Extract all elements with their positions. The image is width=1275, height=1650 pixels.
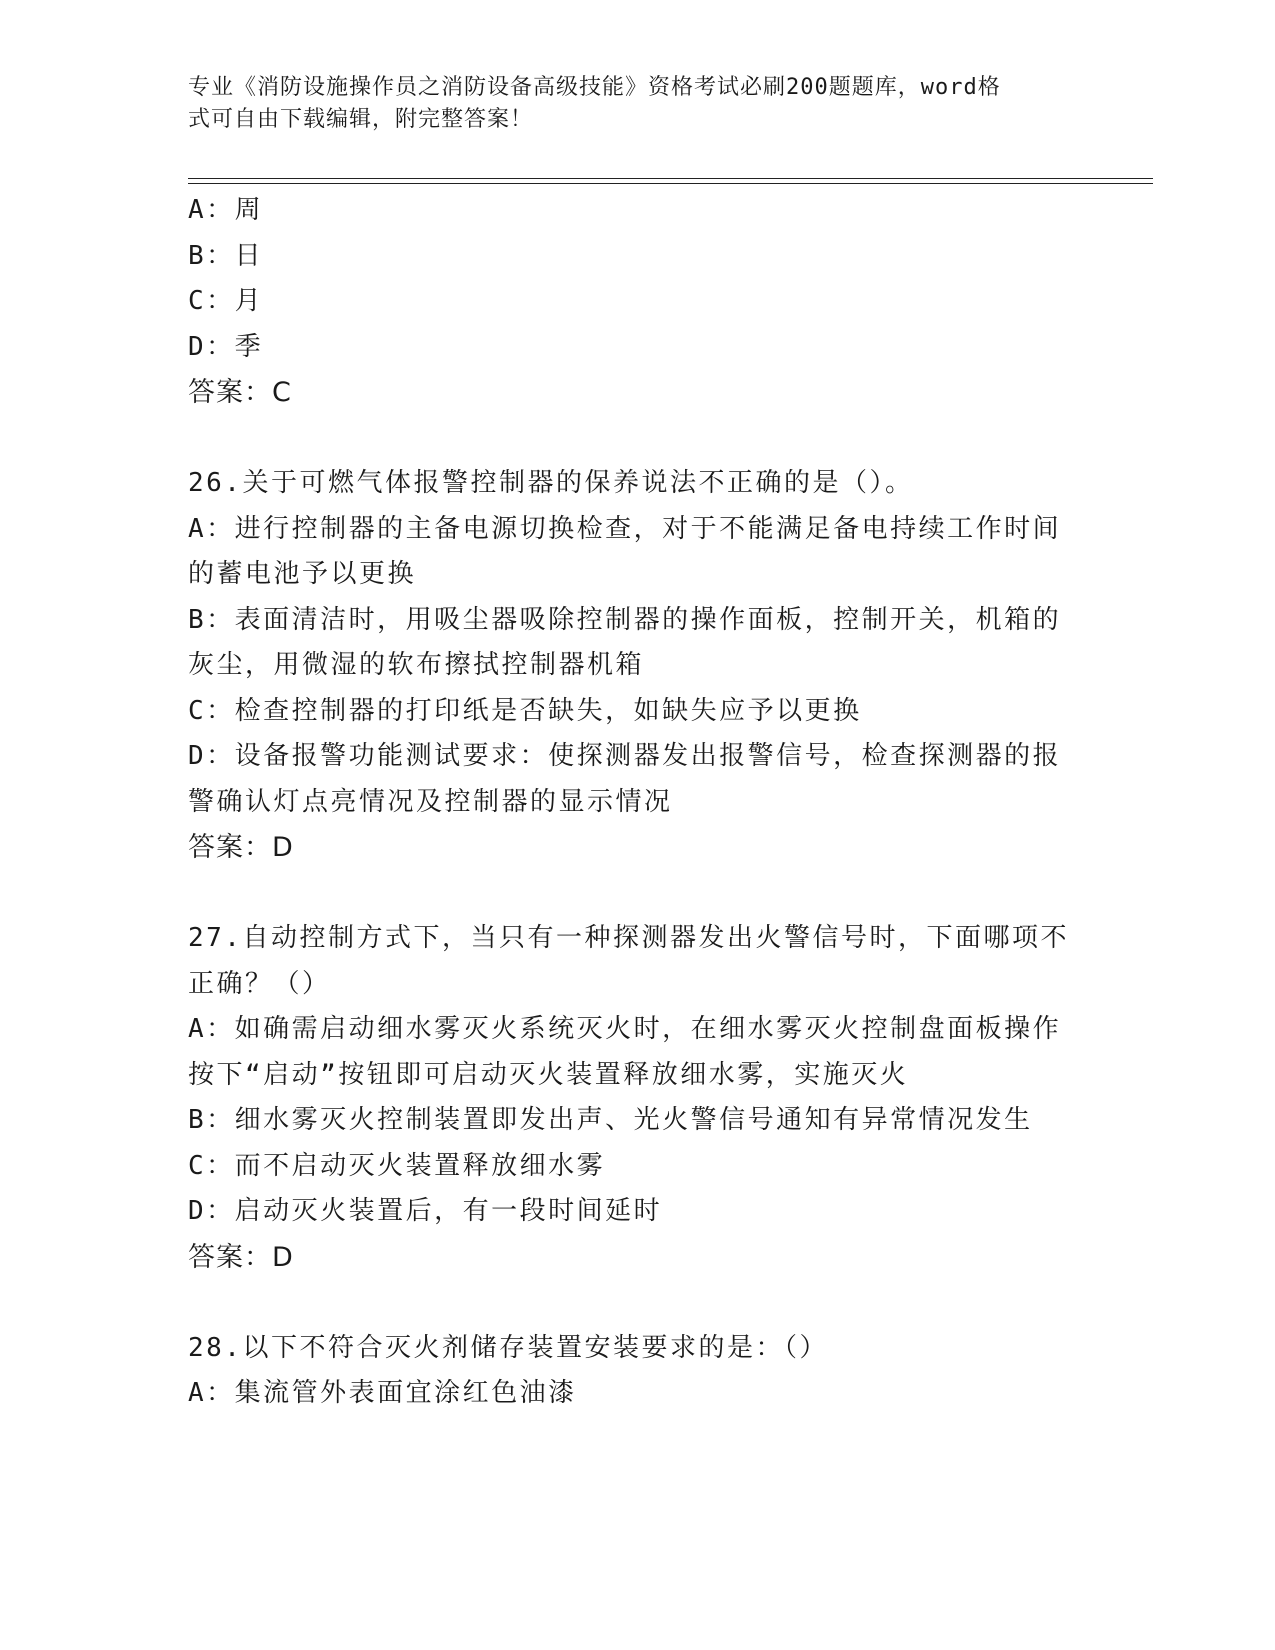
header-line-2: 式可自由下载编辑，附完整答案！ xyxy=(188,107,534,132)
option-a-continued: 按下“启动”按钮即可启动灭火装置释放细水雾，实施灭火 xyxy=(188,1059,909,1090)
option-a: A：进行控制器的主备电源切换检查，对于不能满足备电持续工作时间 xyxy=(188,513,1062,544)
option-b: B：日 xyxy=(188,240,264,271)
spacer xyxy=(188,871,1078,917)
option-b: B：细水雾灭火控制装置即发出声、光火警信号通知有异常情况发生 xyxy=(188,1105,1033,1135)
question-stem: 28.以下不符合灭火剂储存装置安装要求的是：（） xyxy=(188,1332,828,1363)
option-d-continued: 警确认灯点亮情况及控制器的显示情况 xyxy=(188,786,673,817)
answer: 答案：C xyxy=(188,377,292,408)
question-28 xyxy=(188,1326,1078,1417)
question-27 xyxy=(188,916,1078,1280)
document-header xyxy=(188,72,1068,136)
question-stem: 26.关于可燃气体报警控制器的保养说法不正确的是（）。 xyxy=(188,468,914,498)
option-a: A：如确需启动细水雾灭火系统灭火时，在细水雾灭火控制盘面板操作 xyxy=(188,1014,1062,1044)
question-26 xyxy=(188,461,1078,871)
answer: 答案：D xyxy=(188,1241,294,1273)
option-a: A：集流管外表面宜涂红色油漆 xyxy=(188,1378,577,1408)
question-stem-continued: 正确？（） xyxy=(188,968,331,999)
question-stem: 27.自动控制方式下，当只有一种探测器发出火警信号时，下面哪项不 xyxy=(188,923,1069,953)
option-c: C：月 xyxy=(188,286,264,316)
option-b: B：表面清洁时，用吸尘器吸除控制器的操作面板，控制开关，机箱的 xyxy=(188,604,1062,635)
option-b-continued: 灰尘，用微湿的软布擦拭控制器机箱 xyxy=(188,650,645,680)
option-a-continued: 的蓄电池予以更换 xyxy=(188,559,417,589)
option-d: D：设备报警功能测试要求：使探测器发出报警信号，检查探测器的报 xyxy=(188,741,1062,771)
spacer xyxy=(188,416,1078,462)
option-d: D：启动灭火装置后，有一段时间延时 xyxy=(188,1196,663,1226)
option-c: C：检查控制器的打印纸是否缺失，如缺失应予以更换 xyxy=(188,695,862,726)
header-rule-bottom xyxy=(188,183,1153,184)
header-line-1: 专业《消防设施操作员之消防设备高级技能》资格考试必刷200题题库，word格 xyxy=(188,75,1001,100)
option-c: C：而不启动灭火装置释放细水雾 xyxy=(188,1150,606,1181)
spacer xyxy=(188,1280,1078,1326)
option-a: A：周 xyxy=(188,195,264,225)
header-rule-top xyxy=(188,178,1153,179)
document-body xyxy=(188,188,1078,1417)
question-25-options xyxy=(188,188,1078,416)
answer: 答案：D xyxy=(188,832,294,863)
option-d: D：季 xyxy=(188,331,264,362)
